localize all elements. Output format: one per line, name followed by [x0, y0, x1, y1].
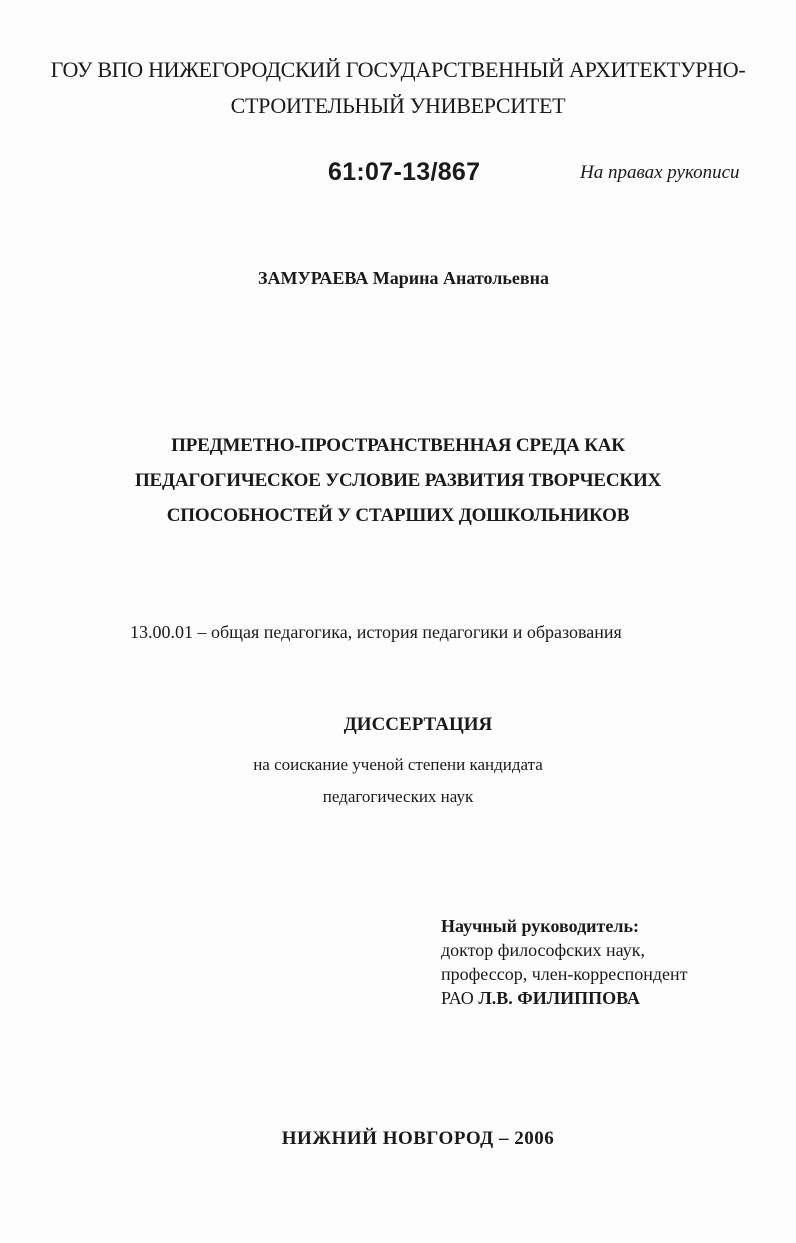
supervisor-org: РАО — [441, 988, 474, 1008]
degree-line-1: на соискание ученой степени кандидата — [253, 755, 543, 774]
dissertation-title — [0, 428, 796, 533]
supervisor-degree: доктор философских наук, — [441, 940, 645, 960]
title-line-3: СПОСОБНОСТЕЙ У СТАРШИХ ДОШКОЛЬНИКОВ — [166, 505, 630, 526]
rights-note: На правах рукописи — [580, 162, 740, 183]
document-type: ДИССЕРТАЦИЯ — [343, 714, 493, 735]
supervisor-label: Научный руководитель: — [441, 916, 639, 936]
supervisor-name: Л.В. ФИЛИППОВА — [478, 988, 640, 1008]
city-year: НИЖНИЙ НОВГОРОД – 2006 — [281, 1128, 555, 1149]
institution-name — [0, 52, 796, 124]
author-name: ЗАМУРАЕВА Марина Анатольевна — [258, 268, 549, 288]
title-line-2: ПЕДАГОГИЧЕСКОЕ УСЛОВИЕ РАЗВИТИЯ ТВОРЧЕСКИХ — [134, 470, 662, 491]
supervisor-position: профессор, член-корреспондент — [441, 964, 688, 984]
degree-statement — [0, 749, 796, 813]
catalog-number: 61:07-13/867 — [328, 158, 481, 186]
specialty-code: 13.00.01 – общая педагогика, история педагогики и образования — [130, 622, 622, 642]
title-line-1: ПРЕДМЕТНО-ПРОСТРАНСТВЕННАЯ СРЕДА КАК — [171, 435, 625, 456]
institution-line-1: ГОУ ВПО НИЖЕГОРОДСКИЙ ГОСУДАРСТВЕННЫЙ АРХИТЕКТУРНО- — [50, 57, 746, 82]
supervisor-name-line — [441, 986, 688, 1010]
supervisor-block — [441, 914, 688, 1010]
institution-line-2: СТРОИТЕЛЬНЫЙ УНИВЕРСИТЕТ — [230, 93, 566, 118]
degree-line-2: педагогических наук — [322, 787, 474, 806]
